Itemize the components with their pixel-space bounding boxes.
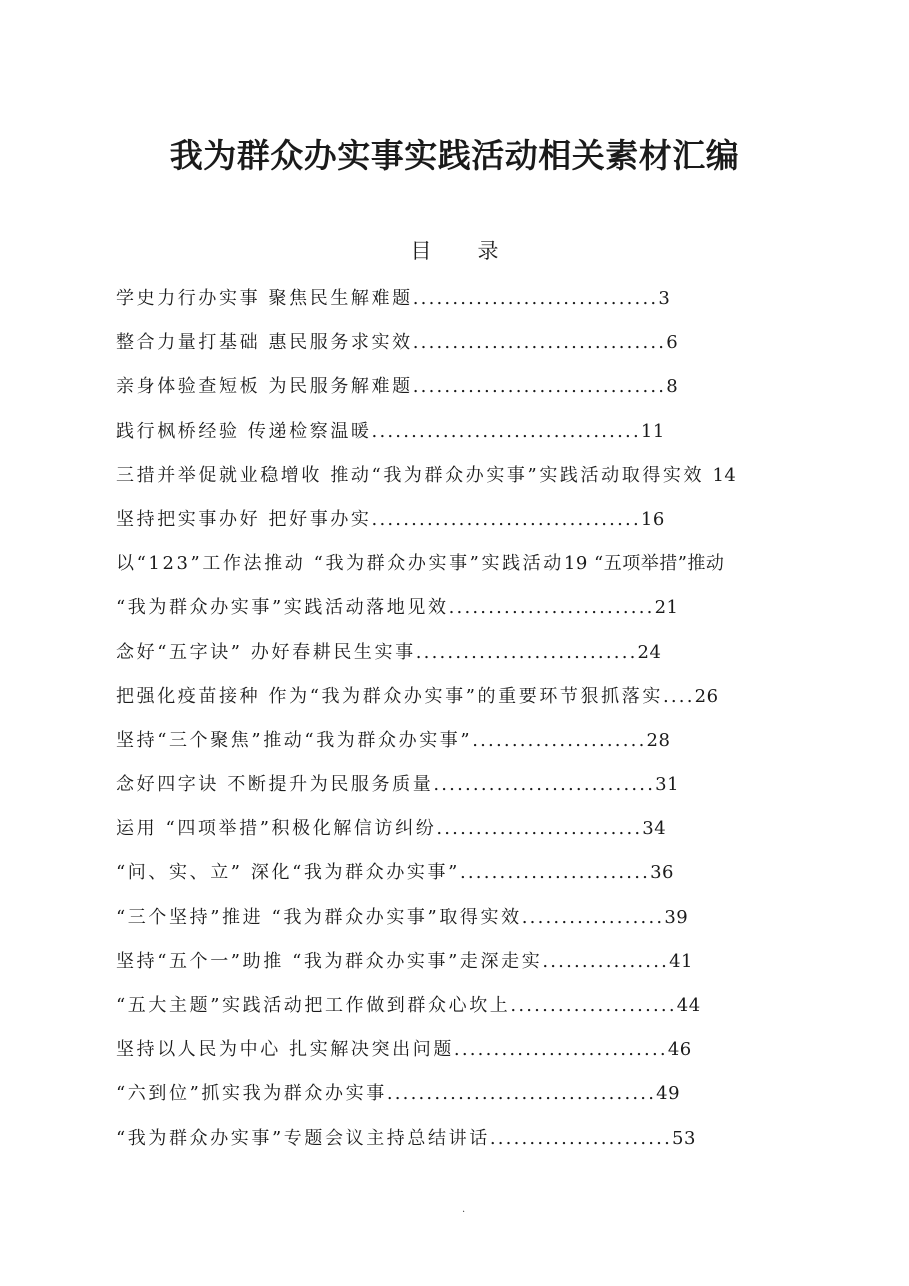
toc-entry[interactable] <box>116 638 836 682</box>
document-title: 我为群众办实事实践活动相关素材汇编 <box>169 136 740 175</box>
toc-entry[interactable] <box>116 903 836 947</box>
toc-entry-title: 以“123”工作法推动 “我为群众办实事”实践活动 <box>116 553 564 575</box>
toc-entry-title: 运用 “四项举措”积极化解信访纠纷 <box>116 818 437 840</box>
toc-leader-dots: .................................. <box>371 508 641 530</box>
toc-entry-title: “三个坚持”推进 “我为群众办实事”取得实效 <box>116 906 522 928</box>
toc-entry[interactable] <box>116 858 836 902</box>
toc-entry[interactable] <box>116 505 836 549</box>
toc-entry[interactable] <box>116 1079 836 1123</box>
toc-page-number: 41 <box>669 950 693 972</box>
toc-entry-title: 学史力行办实事 聚焦民生解难题 <box>116 288 413 309</box>
toc-leader-dots: ........................ <box>459 862 651 884</box>
toc-entry-title: “问、实、立” 深化“我为群众办实事” <box>116 862 460 884</box>
toc-page-number: 16 <box>640 508 665 530</box>
toc-page-number: 14 <box>712 464 737 486</box>
toc-page-number: 19 “五项举措”推动 <box>563 553 725 575</box>
toc-leader-dots: ............................ <box>433 774 656 796</box>
toc-page-number: 26 <box>694 685 719 707</box>
toc-entry-title: “我为群众办实事”实践活动落地见效 <box>116 597 449 619</box>
toc-page-number: 39 <box>664 906 689 928</box>
toc-page-number: 8 <box>666 376 679 398</box>
toc-entry[interactable] <box>116 991 836 1035</box>
toc-entry-title: 坚持把实事办好 把好事办实 <box>116 508 372 530</box>
toc-page-number: 44 <box>676 995 701 1016</box>
toc-page-number: 31 <box>655 774 680 796</box>
toc-leader-dots: ..................... <box>510 995 677 1016</box>
toc-entry[interactable] <box>116 461 836 505</box>
toc-entry[interactable] <box>116 328 836 372</box>
toc-leader-dots: ................................ <box>412 332 667 354</box>
toc-leader-dots: .......................... <box>448 597 655 619</box>
toc-entry-title: 亲身体验查短板 为民服务解难题 <box>116 376 413 398</box>
toc-entry-title: 念好“五字诀” 办好春耕民生实事 <box>116 641 416 663</box>
toc-page-number: 36 <box>650 862 674 884</box>
toc-leader-dots: ...................... <box>472 729 647 751</box>
toc-entry-title: “五大主题”实践活动把工作做到群众心坎上 <box>116 995 511 1016</box>
toc-entry[interactable] <box>116 417 836 461</box>
toc-entry-title: 三措并举促就业稳增收 推动“我为群众办实事”实践活动取得实效 <box>116 464 713 486</box>
toc-page-number: 49 <box>656 1083 681 1105</box>
toc-page-number: 34 <box>642 818 667 840</box>
footer-mark: . <box>462 1204 466 1215</box>
toc-entry[interactable] <box>116 770 836 814</box>
toc-entry-title: 坚持“五个一”助推 “我为群众办实事”走深走实 <box>116 950 543 972</box>
toc-entry[interactable] <box>116 1035 836 1079</box>
toc-entry[interactable] <box>116 549 836 593</box>
toc-entry[interactable] <box>116 593 836 637</box>
toc-leader-dots: .................................. <box>386 1083 657 1105</box>
toc-entry[interactable] <box>116 726 836 770</box>
toc-entry-title: 把强化疫苗接种 作为“我为群众办实事”的重要环节狠抓落实 <box>116 685 663 707</box>
toc-page-number: 3 <box>658 288 671 309</box>
toc-page-number: 46 <box>667 1039 692 1061</box>
toc-heading <box>0 236 909 266</box>
toc-page-number: 6 <box>666 332 679 354</box>
toc-page-number: 53 <box>672 1127 696 1149</box>
toc-entry[interactable] <box>116 947 836 991</box>
toc-heading-left: 目 <box>410 239 432 263</box>
toc-leader-dots: ................ <box>542 950 670 972</box>
toc-leader-dots: ....................... <box>489 1127 673 1149</box>
toc-page-number: 28 <box>646 729 671 751</box>
toc-entry-title: 坚持“三个聚焦”推动“我为群众办实事” <box>116 729 473 751</box>
toc-leader-dots: ........................... <box>453 1039 668 1061</box>
toc-heading-right: 录 <box>477 239 499 263</box>
toc-leader-dots: .................................. <box>371 420 641 442</box>
toc-page-number: 24 <box>637 641 662 663</box>
toc-entry-title: 践行枫桥经验 传递检察温暖 <box>116 420 372 442</box>
table-of-contents <box>116 284 836 1168</box>
toc-entry-title: 念好四字诀 不断提升为民服务质量 <box>116 774 434 796</box>
toc-entry[interactable] <box>116 1124 836 1168</box>
toc-entry-title: 坚持以人民为中心 扎实解决突出问题 <box>116 1039 454 1061</box>
toc-leader-dots: .................. <box>521 906 665 928</box>
toc-leader-dots: ............................... <box>412 288 659 309</box>
toc-entry[interactable] <box>116 682 836 726</box>
toc-page-number: 21 <box>654 597 679 619</box>
toc-leader-dots: ............................ <box>415 641 638 663</box>
toc-leader-dots: ................................ <box>412 376 667 398</box>
toc-entry[interactable] <box>116 814 836 858</box>
toc-leader-dots: .... <box>662 685 695 707</box>
toc-leader-dots: .......................... <box>436 818 643 840</box>
toc-entry-title: “我为群众办实事”专题会议主持总结讲话 <box>116 1127 490 1149</box>
toc-entry[interactable] <box>116 372 836 416</box>
toc-entry[interactable] <box>116 284 836 328</box>
toc-entry-title: 整合力量打基础 惠民服务求实效 <box>116 332 413 354</box>
toc-entry-title: “六到位”抓实我为群众办实事 <box>116 1083 387 1105</box>
toc-page-number: 11 <box>640 420 665 442</box>
